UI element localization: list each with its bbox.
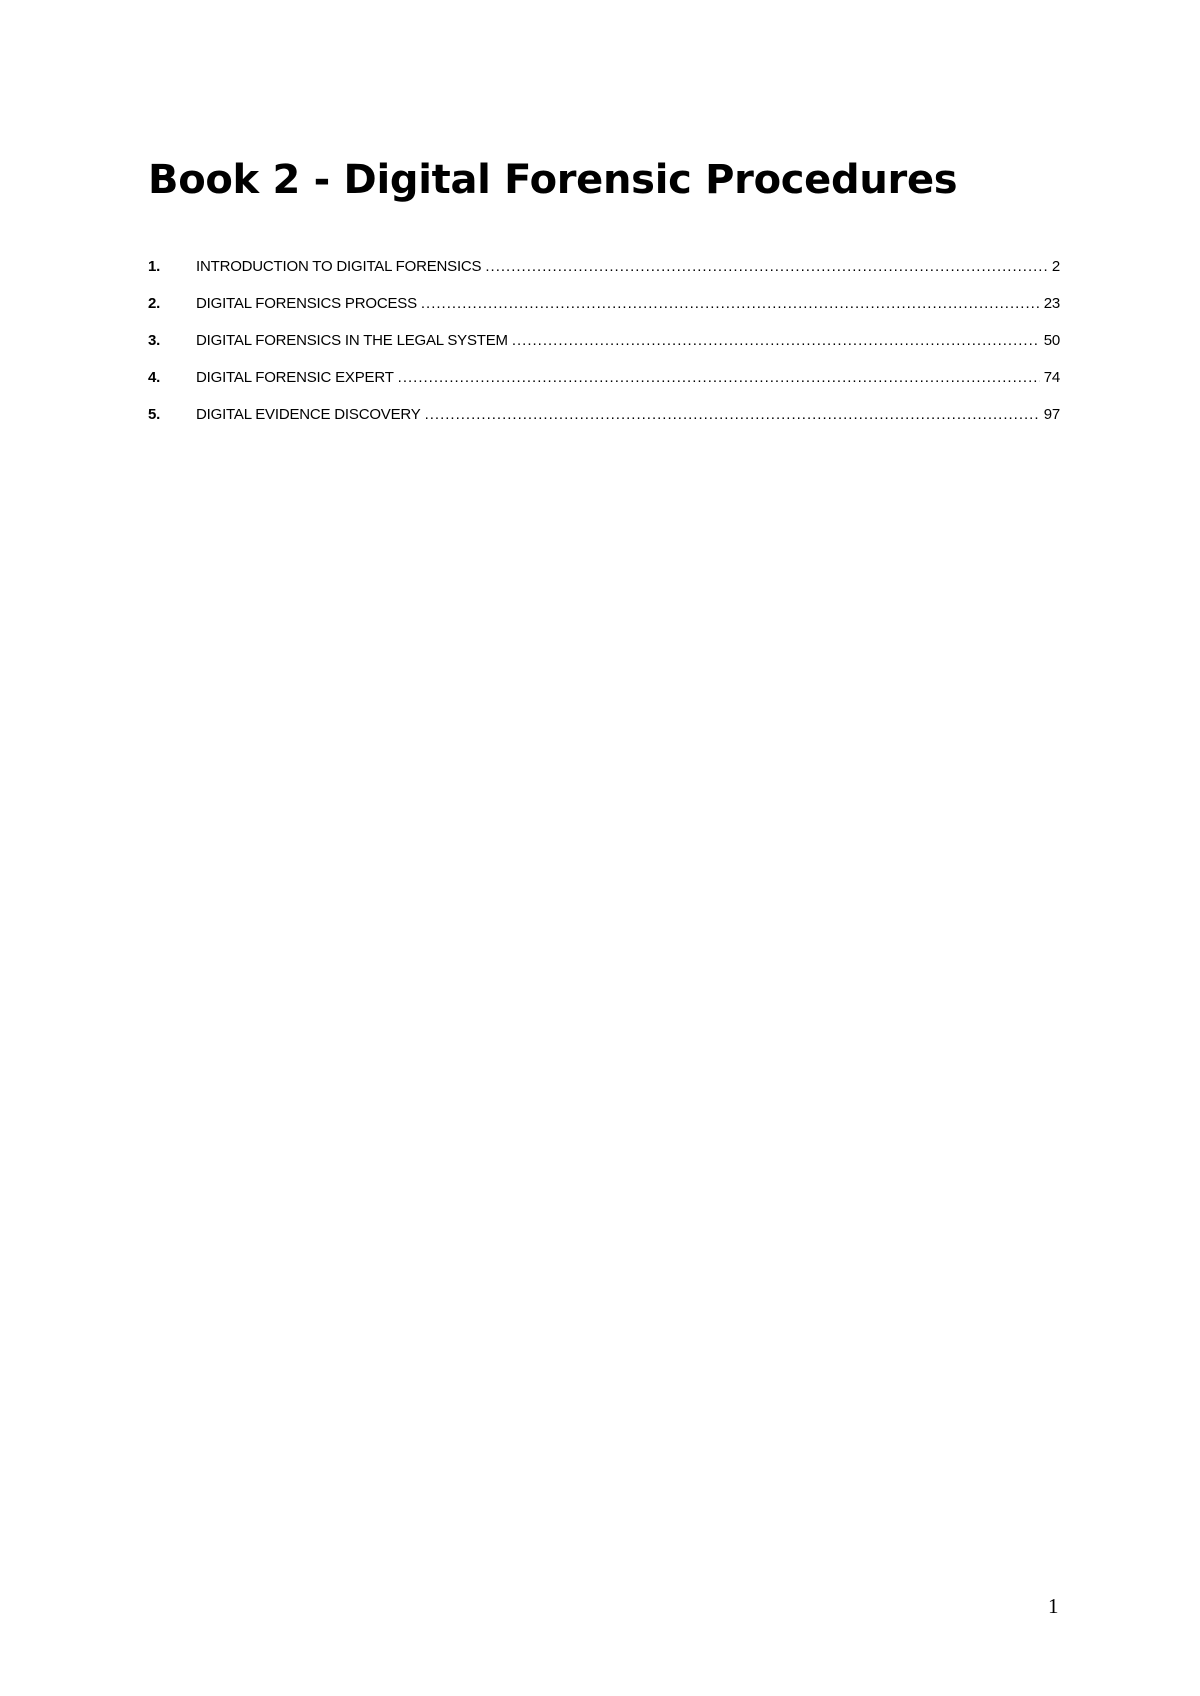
toc-entry-title[interactable]: INTRODUCTION TO DIGITAL FORENSICS — [196, 258, 482, 275]
toc-entry[interactable] — [148, 332, 1060, 369]
toc-entry-number: 2. — [148, 295, 161, 312]
toc-entry[interactable] — [148, 406, 1060, 443]
toc-entry-title[interactable]: DIGITAL EVIDENCE DISCOVERY — [196, 406, 421, 423]
toc-dot-leader — [485, 258, 1047, 275]
toc-entry-number: 3. — [148, 332, 161, 349]
toc-entry-page[interactable]: 50 — [1043, 332, 1060, 349]
toc-dot-leader — [398, 369, 1040, 386]
toc-entry-title[interactable]: DIGITAL FORENSICS PROCESS — [196, 295, 417, 312]
toc-dot-leader — [512, 332, 1040, 349]
toc-entry[interactable] — [148, 258, 1060, 295]
toc-entry-page[interactable]: 74 — [1043, 369, 1060, 386]
page-title: Book 2 - Digital Forensic Procedures — [148, 157, 958, 203]
toc-entry-title[interactable]: DIGITAL FORENSICS IN THE LEGAL SYSTEM — [196, 332, 508, 349]
toc-entry-page[interactable]: 97 — [1043, 406, 1060, 423]
toc-entry-page[interactable]: 23 — [1043, 295, 1060, 312]
toc-dot-leader — [421, 295, 1040, 312]
toc-entry-number: 1. — [148, 258, 161, 275]
page-number: 1 — [1048, 1594, 1059, 1618]
toc-entry-page[interactable]: 2 — [1051, 258, 1060, 275]
toc-entry-number: 5. — [148, 406, 161, 423]
table-of-contents — [148, 258, 1060, 443]
toc-entry-number: 4. — [148, 369, 161, 386]
toc-entry[interactable] — [148, 295, 1060, 332]
toc-entry[interactable] — [148, 369, 1060, 406]
toc-entry-title[interactable]: DIGITAL FORENSIC EXPERT — [196, 369, 394, 386]
toc-dot-leader — [425, 406, 1040, 423]
